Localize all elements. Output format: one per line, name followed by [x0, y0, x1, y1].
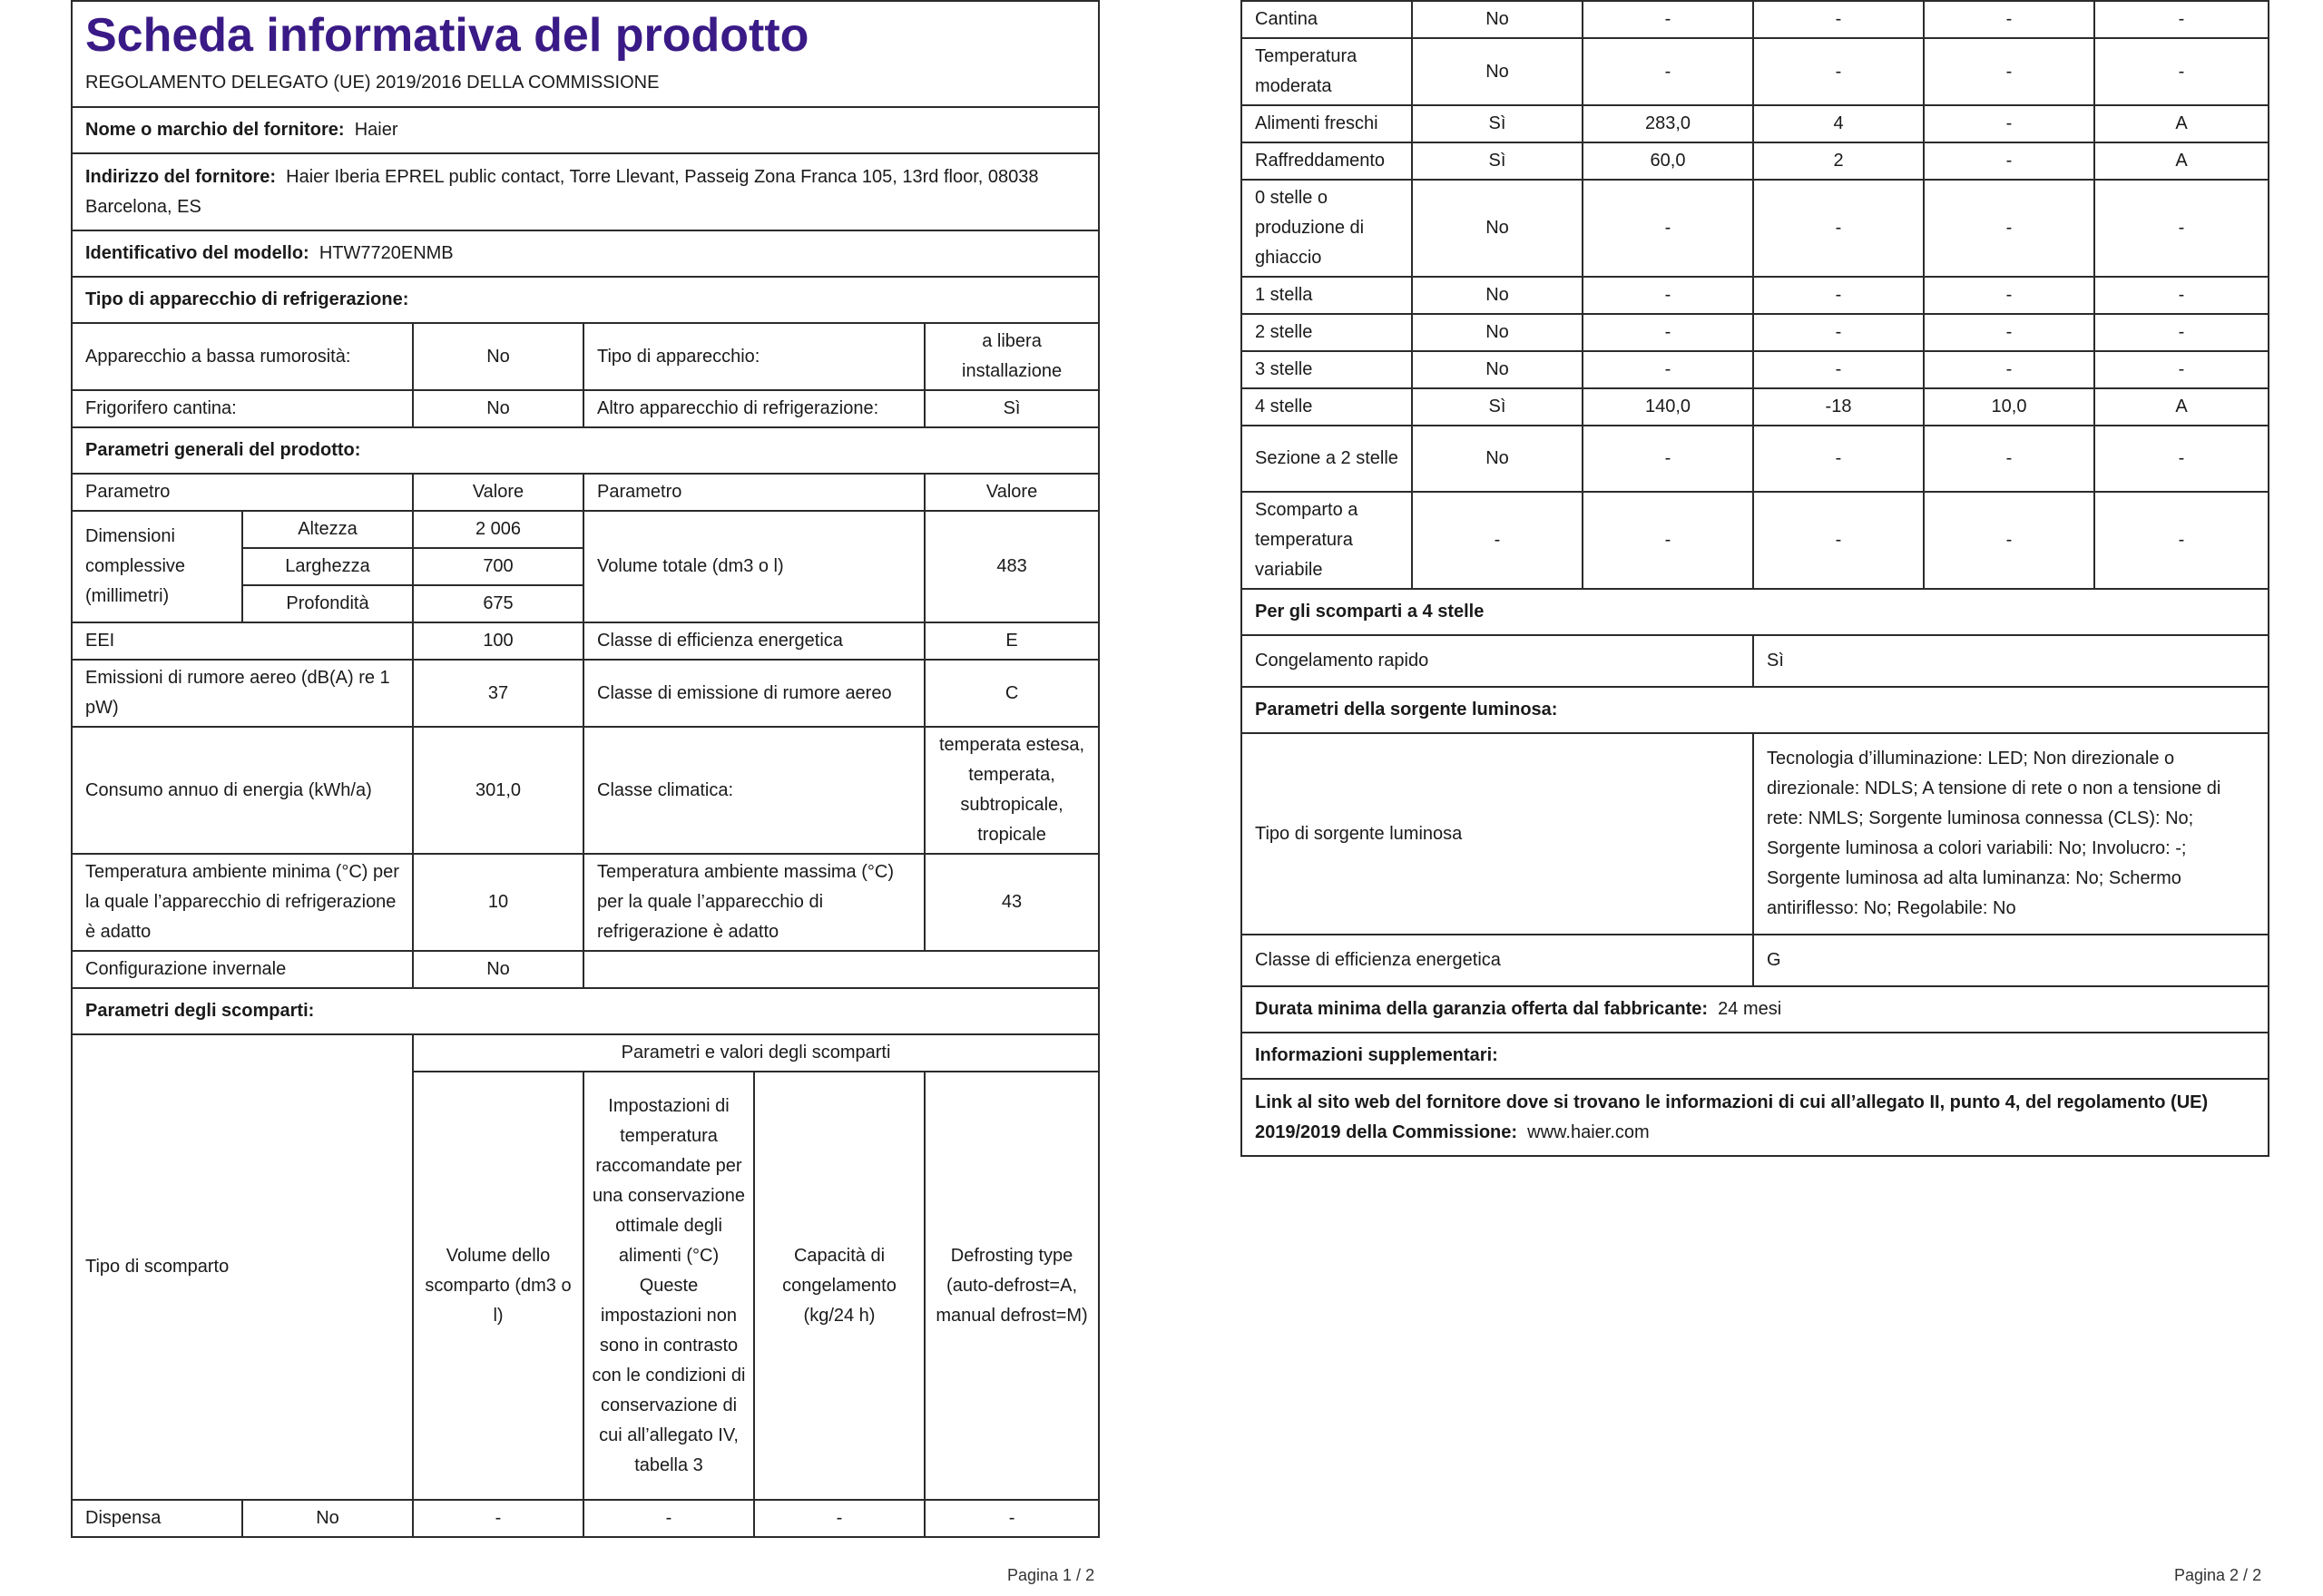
comp-temp-label: Impostazioni di temperatura raccomandate per una conservazione ottimale degli alimenti (°C) Queste impostazioni non sono in contrasto con le condizioni di conservazione di cui all’allegato IV, tabella 3 — [583, 1072, 754, 1500]
compartment-value: - — [2094, 1, 2269, 38]
model-row — [72, 230, 1099, 277]
supplier-name-row — [72, 107, 1099, 153]
compartment-value: - — [1924, 1, 2094, 38]
header-cell — [72, 1, 1099, 107]
appliance-type-value: a libera installazione — [925, 323, 1099, 390]
product-info-table-continued — [1240, 0, 2269, 1157]
compartment-value: - — [1924, 142, 2094, 180]
compartment-value: No — [1412, 1, 1583, 38]
table-row — [1241, 426, 2269, 492]
consumption-label: Consumo annuo di energia (kWh/a) — [72, 727, 413, 854]
supplier-link[interactable]: www.haier.com — [1527, 1121, 1650, 1142]
table-row — [1241, 1, 2269, 38]
comp-defrost-label: Defrosting type (auto-defrost=A, manual defrost=M) — [925, 1072, 1099, 1500]
table-row — [1241, 105, 2269, 142]
min-temp-label: Temperatura ambiente minima (°C) per la quale l’apparecchio di refrigerazione è adatto — [72, 854, 413, 951]
fast-freeze-label: Congelamento rapido — [1241, 635, 1753, 687]
other-value: Sì — [925, 390, 1099, 427]
warranty-value: 24 mesi — [1718, 999, 1782, 1019]
compartment-value: - — [2094, 351, 2269, 388]
pantry-present: No — [242, 1500, 413, 1537]
warranty-row — [1241, 986, 2269, 1033]
compartment-value: - — [1924, 492, 2094, 589]
min-temp-value: 10 — [413, 854, 583, 951]
width-value: 700 — [413, 548, 583, 585]
noise-value: 37 — [413, 660, 583, 727]
compartment-value: - — [1924, 277, 2094, 314]
compartment-type: 2 stelle — [1241, 314, 1412, 351]
compartment-value: No — [1412, 351, 1583, 388]
compartment-value: - — [1924, 105, 2094, 142]
comp-volume-label: Volume dello scomparto (dm3 o l) — [413, 1072, 583, 1500]
compartment-value: - — [1583, 277, 1753, 314]
compartment-value: 10,0 — [1924, 388, 2094, 426]
compartment-value: No — [1412, 277, 1583, 314]
general-params-heading: Parametri generali del prodotto: — [72, 427, 1099, 474]
compartment-value: A — [2094, 105, 2269, 142]
document-title: Scheda informativa del prodotto — [85, 9, 809, 62]
table-row — [1241, 38, 2269, 105]
light-type-value: Tecnologia d’illuminazione: LED; Non direzionale o direzionale: NDLS; A tensione di rete o non a tensione di rete: NMLS; Sorgente luminosa connessa (CLS): No; Sorgente luminosa a colori variabili: No; Involucro: -; Sorgente luminosa ad alta luminanza: No; Schermo antiriflesso: No; Regolabile: No — [1753, 733, 2269, 935]
page-number-1: Pagina 1 / 2 — [1007, 1566, 1095, 1584]
compartment-value: No — [1412, 426, 1583, 492]
table-row — [1241, 314, 2269, 351]
compartment-value: 283,0 — [1583, 105, 1753, 142]
regulation-reference: REGOLAMENTO DELEGATO (UE) 2019/2016 DELLA COMMISSIONE — [85, 73, 660, 93]
compartment-value: A — [2094, 142, 2269, 180]
compartment-value: - — [1583, 180, 1753, 277]
compartment-value: - — [1583, 351, 1753, 388]
table-row — [1241, 277, 2269, 314]
supplier-address: Haier Iberia EPREL public contact, Torre Llevant, Passeig Zona Franca 105, 13rd floor, 08038 Barcelona, ES — [85, 166, 1039, 217]
compartment-value: - — [1924, 38, 2094, 105]
compartment-type: Temperatura moderata — [1241, 38, 1412, 105]
col-value-header: Valore — [413, 474, 583, 511]
comp-values-heading: Parametri e valori degli scomparti — [413, 1034, 1099, 1072]
depth-label: Profondità — [242, 585, 413, 622]
noise-label: Emissioni di rumore aereo (dB(A) re 1 pW) — [72, 660, 413, 727]
energy-class-label: Classe di efficienza energetica — [583, 622, 925, 660]
compartment-value: - — [1412, 492, 1583, 589]
wine-label: Frigorifero cantina: — [72, 390, 413, 427]
compartment-type: 3 stelle — [1241, 351, 1412, 388]
noise-class-label: Classe di emissione di rumore aereo — [583, 660, 925, 727]
compartment-value: Sì — [1412, 388, 1583, 426]
other-label: Altro apparecchio di refrigerazione: — [583, 390, 925, 427]
table-row — [1241, 492, 2269, 589]
comp-freeze-label: Capacità di congelamento (kg/24 h) — [754, 1072, 925, 1500]
page-number-2: Pagina 2 / 2 — [2174, 1566, 2262, 1584]
pantry-type: Dispensa — [72, 1500, 242, 1537]
product-info-table — [71, 0, 1100, 1538]
compartment-value: No — [1412, 38, 1583, 105]
width-label: Larghezza — [242, 548, 413, 585]
energy-class-value: E — [925, 622, 1099, 660]
winter-value: No — [413, 951, 583, 988]
compartment-value: No — [1412, 314, 1583, 351]
climate-label: Classe climatica: — [583, 727, 925, 854]
compartment-value: - — [1583, 426, 1753, 492]
supplier-name-label: Nome o marchio del fornitore: — [85, 120, 345, 140]
compartment-value: - — [1753, 277, 1924, 314]
comp-type-label: Tipo di scomparto — [72, 1034, 413, 1500]
compartment-type: 4 stelle — [1241, 388, 1412, 426]
compartment-type: Scomparto a temperatura variabile — [1241, 492, 1412, 589]
compartment-type: 0 stelle o produzione di ghiaccio — [1241, 180, 1412, 277]
compartment-value: - — [1924, 351, 2094, 388]
compartment-value: - — [1924, 180, 2094, 277]
appliance-type-heading: Tipo di apparecchio di refrigerazione: — [72, 277, 1099, 323]
max-temp-label: Temperatura ambiente massima (°C) per la quale l’apparecchio di refrigerazione è adatto — [583, 854, 925, 951]
light-class-value: G — [1753, 935, 2269, 986]
low-noise-label: Apparecchio a bassa rumorosità: — [72, 323, 413, 390]
compartment-value: - — [2094, 38, 2269, 105]
fast-freeze-value: Sì — [1753, 635, 2269, 687]
pantry-volume: - — [413, 1500, 583, 1537]
four-star-heading: Per gli scomparti a 4 stelle — [1241, 589, 2269, 635]
extra-info-heading: Informazioni supplementari: — [1241, 1033, 2269, 1079]
compartment-value: 140,0 — [1583, 388, 1753, 426]
compartment-value: - — [1753, 426, 1924, 492]
pantry-freeze: - — [754, 1500, 925, 1537]
light-heading: Parametri della sorgente luminosa: — [1241, 687, 2269, 733]
compartment-value: - — [1753, 1, 1924, 38]
compartment-value: - — [1753, 351, 1924, 388]
compartment-value: - — [2094, 277, 2269, 314]
table-row — [1241, 180, 2269, 277]
compartment-value: - — [1753, 492, 1924, 589]
compartments-heading: Parametri degli scomparti: — [72, 988, 1099, 1034]
winter-label: Configurazione invernale — [72, 951, 413, 988]
height-value: 2 006 — [413, 511, 583, 548]
compartment-value: - — [1583, 38, 1753, 105]
col-param-header: Parametro — [72, 474, 413, 511]
compartment-value: - — [1753, 314, 1924, 351]
compartment-value: - — [2094, 180, 2269, 277]
compartment-type: Cantina — [1241, 1, 1412, 38]
table-row — [72, 1500, 1099, 1537]
compartment-value: Sì — [1412, 142, 1583, 180]
compartment-value: -18 — [1753, 388, 1924, 426]
compartment-value: Sì — [1412, 105, 1583, 142]
pantry-defrost: - — [925, 1500, 1099, 1537]
page-1 — [71, 0, 1098, 1538]
compartment-value: - — [2094, 314, 2269, 351]
light-class-label: Classe di efficienza energetica — [1241, 935, 1753, 986]
table-row — [1241, 388, 2269, 426]
compartment-value: - — [1924, 314, 2094, 351]
compartment-value: - — [2094, 492, 2269, 589]
pantry-temp: - — [583, 1500, 754, 1537]
supplier-address-label: Indirizzo del fornitore: — [85, 166, 276, 187]
appliance-type-label: Tipo di apparecchio: — [583, 323, 925, 390]
compartment-type: Alimenti freschi — [1241, 105, 1412, 142]
eei-value: 100 — [413, 622, 583, 660]
compartment-value: - — [1583, 492, 1753, 589]
compartment-value: 60,0 — [1583, 142, 1753, 180]
compartment-value: - — [2094, 426, 2269, 492]
compartment-value: - — [1583, 1, 1753, 38]
compartment-value: - — [1924, 426, 2094, 492]
col-value-header-2: Valore — [925, 474, 1099, 511]
compartment-type: Raffreddamento — [1241, 142, 1412, 180]
dimensions-label: Dimensioni complessive (millimetri) — [72, 511, 242, 622]
warranty-label: Durata minima della garanzia offerta dal fabbricante: — [1255, 999, 1709, 1019]
supplier-name: Haier — [354, 120, 398, 140]
table-row — [1241, 142, 2269, 180]
compartment-value: No — [1412, 180, 1583, 277]
empty-cell — [583, 951, 1099, 988]
compartment-value: - — [1583, 314, 1753, 351]
max-temp-value: 43 — [925, 854, 1099, 951]
consumption-value: 301,0 — [413, 727, 583, 854]
height-label: Altezza — [242, 511, 413, 548]
table-row — [1241, 351, 2269, 388]
compartment-value: - — [1753, 38, 1924, 105]
model-id: HTW7720ENMB — [319, 243, 454, 263]
eei-label: EEI — [72, 622, 413, 660]
compartment-value: 2 — [1753, 142, 1924, 180]
low-noise-value: No — [413, 323, 583, 390]
page-2 — [1240, 0, 2268, 1157]
compartment-value: A — [2094, 388, 2269, 426]
climate-value: temperata estesa, temperata, subtropicale, tropicale — [925, 727, 1099, 854]
compartment-value: - — [1753, 180, 1924, 277]
compartment-type: Sezione a 2 stelle — [1241, 426, 1412, 492]
volume-label: Volume totale (dm3 o l) — [583, 511, 925, 622]
volume-value: 483 — [925, 511, 1099, 622]
link-row — [1241, 1079, 2269, 1156]
depth-value: 675 — [413, 585, 583, 622]
supplier-address-row — [72, 153, 1099, 230]
col-param-header-2: Parametro — [583, 474, 925, 511]
wine-value: No — [413, 390, 583, 427]
compartment-type: 1 stella — [1241, 277, 1412, 314]
light-type-label: Tipo di sorgente luminosa — [1241, 733, 1753, 935]
link-label: Link al sito web del fornitore dove si trovano le informazioni di cui all’allegato II, punto 4, del regolamento (UE) 2019/2019 della Commissione: — [1255, 1092, 2209, 1142]
model-label: Identificativo del modello: — [85, 243, 309, 263]
noise-class-value: C — [925, 660, 1099, 727]
compartment-value: 4 — [1753, 105, 1924, 142]
